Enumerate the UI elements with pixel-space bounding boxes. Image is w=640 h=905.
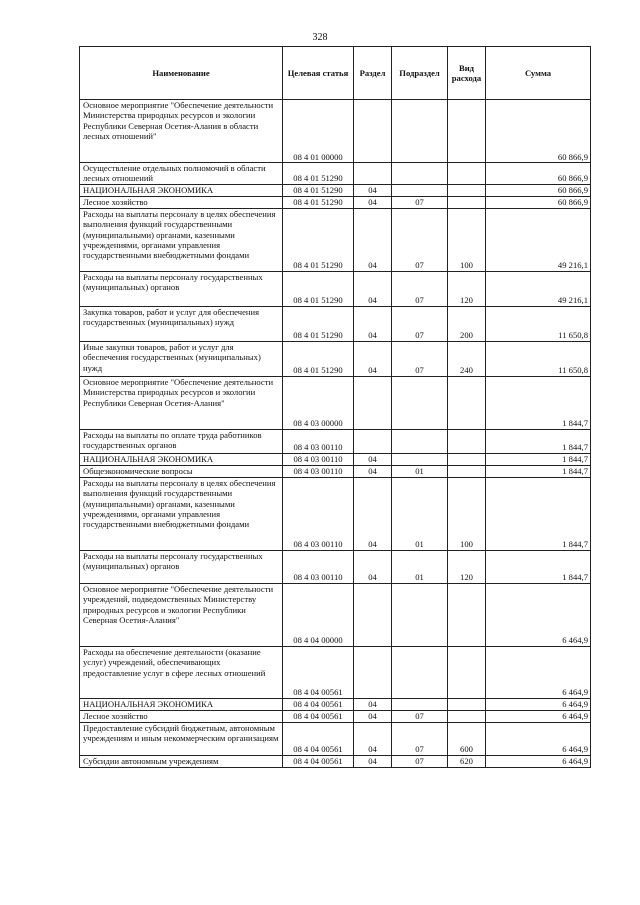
- cell-section: 04: [354, 698, 392, 710]
- table-row: [80, 306, 591, 341]
- cell-target-article: 08 4 01 51290: [283, 341, 354, 376]
- cell-section: 04: [354, 306, 392, 341]
- cell-section: [354, 429, 392, 453]
- header-subsection: Подраздел: [392, 47, 448, 100]
- header-section: Раздел: [354, 47, 392, 100]
- cell-subsection: 07: [392, 710, 448, 722]
- table-row: [80, 477, 591, 550]
- cell-target-article: 08 4 01 51290: [283, 163, 354, 185]
- cell-subsection: [392, 453, 448, 465]
- cell-section: 04: [354, 550, 392, 583]
- cell-target-article: 08 4 01 51290: [283, 306, 354, 341]
- cell-target-article: 08 4 03 00110: [283, 477, 354, 550]
- cell-target-article: 08 4 03 00000: [283, 376, 354, 429]
- cell-name: Расходы на выплаты персоналу в целях обеспечения выполнения функций государственными (муниципальными) органами, казенными учреждениями, органами управления государственными внебюджетными фондами: [80, 208, 283, 271]
- cell-expense-type: 100: [448, 208, 486, 271]
- cell-subsection: 07: [392, 306, 448, 341]
- table-row: [80, 429, 591, 453]
- cell-subsection: 07: [392, 196, 448, 208]
- cell-name: Расходы на выплаты персоналу государственных (муниципальных) органов: [80, 550, 283, 583]
- cell-expense-type: [448, 184, 486, 196]
- cell-name: Основное мероприятие "Обеспечение деятельности учреждений, подведомственных Министерству природных ресурсов и экологии Республики Северная Осетия-Алания": [80, 583, 283, 646]
- cell-amount: 11 650,8: [486, 306, 591, 341]
- cell-name: Закупка товаров, работ и услуг для обеспечения государственных (муниципальных) нужд: [80, 306, 283, 341]
- page-number: 328: [312, 32, 328, 43]
- table-header: [80, 47, 591, 100]
- header-target-article: Целевая статья: [283, 47, 354, 100]
- cell-name: Иные закупки товаров, работ и услуг для обеспечения государственных (муниципальных) нужд: [80, 341, 283, 376]
- table-row: [80, 698, 591, 710]
- cell-target-article: 08 4 01 51290: [283, 184, 354, 196]
- cell-amount: 49 216,1: [486, 271, 591, 306]
- cell-section: [354, 100, 392, 163]
- cell-expense-type: 120: [448, 550, 486, 583]
- cell-section: [354, 583, 392, 646]
- cell-expense-type: 120: [448, 271, 486, 306]
- cell-name: Основное мероприятие "Обеспечение деятельности Министерства природных ресурсов и экологии Республики Северная Осетия-Алания": [80, 376, 283, 429]
- table-row: [80, 550, 591, 583]
- table-row: [80, 341, 591, 376]
- cell-target-article: 08 4 01 51290: [283, 271, 354, 306]
- header-expense-type: Вид расхода: [448, 47, 486, 100]
- table-row: [80, 646, 591, 698]
- cell-section: 04: [354, 465, 392, 477]
- cell-expense-type: [448, 710, 486, 722]
- cell-expense-type: [448, 453, 486, 465]
- cell-subsection: 07: [392, 755, 448, 767]
- table-body: [80, 100, 591, 768]
- cell-section: 04: [354, 196, 392, 208]
- cell-section: 04: [354, 184, 392, 196]
- cell-name: Основное мероприятие "Обеспечение деятельности Министерства природных ресурсов и экологии Республики Северная Осетия-Алания в области лесных отношений": [80, 100, 283, 163]
- cell-target-article: 08 4 04 00000: [283, 583, 354, 646]
- cell-target-article: 08 4 01 51290: [283, 196, 354, 208]
- cell-amount: 49 216,1: [486, 208, 591, 271]
- cell-target-article: 08 4 03 00110: [283, 429, 354, 453]
- cell-target-article: 08 4 01 51290: [283, 208, 354, 271]
- cell-amount: 6 464,9: [486, 646, 591, 698]
- cell-name: Расходы на выплаты по оплате труда работников государственных органов: [80, 429, 283, 453]
- cell-subsection: [392, 100, 448, 163]
- cell-section: 04: [354, 271, 392, 306]
- cell-name: Лесное хозяйство: [80, 710, 283, 722]
- cell-amount: 6 464,9: [486, 698, 591, 710]
- cell-name: Субсидии автономным учреждениям: [80, 755, 283, 767]
- cell-expense-type: [448, 429, 486, 453]
- cell-subsection: [392, 583, 448, 646]
- cell-subsection: [392, 429, 448, 453]
- cell-expense-type: [448, 465, 486, 477]
- table-row: [80, 196, 591, 208]
- cell-expense-type: [448, 698, 486, 710]
- header-row: [80, 47, 591, 100]
- cell-subsection: 07: [392, 271, 448, 306]
- cell-section: 04: [354, 341, 392, 376]
- cell-expense-type: 240: [448, 341, 486, 376]
- cell-subsection: [392, 184, 448, 196]
- cell-name: Расходы на обеспечение деятельности (оказание услуг) учреждений, обеспечивающих предоставление услуг в сфере лесных отношений: [80, 646, 283, 698]
- cell-expense-type: [448, 163, 486, 185]
- cell-name: НАЦИОНАЛЬНАЯ ЭКОНОМИКА: [80, 453, 283, 465]
- cell-name: Расходы на выплаты персоналу государственных (муниципальных) органов: [80, 271, 283, 306]
- cell-amount: 1 844,7: [486, 453, 591, 465]
- cell-expense-type: 200: [448, 306, 486, 341]
- cell-amount: 1 844,7: [486, 429, 591, 453]
- cell-target-article: 08 4 04 00561: [283, 646, 354, 698]
- cell-amount: 6 464,9: [486, 710, 591, 722]
- header-name: Наименование: [80, 47, 283, 100]
- cell-amount: 11 650,8: [486, 341, 591, 376]
- cell-subsection: [392, 698, 448, 710]
- cell-name: Осуществление отдельных полномочий в области лесных отношений: [80, 163, 283, 185]
- cell-amount: 60 866,9: [486, 163, 591, 185]
- cell-amount: 1 844,7: [486, 550, 591, 583]
- cell-subsection: [392, 646, 448, 698]
- cell-name: Общеэкономические вопросы: [80, 465, 283, 477]
- cell-section: [354, 376, 392, 429]
- cell-amount: 1 844,7: [486, 477, 591, 550]
- cell-amount: 1 844,7: [486, 465, 591, 477]
- cell-amount: 60 866,9: [486, 196, 591, 208]
- table-row: [80, 583, 591, 646]
- cell-section: 04: [354, 722, 392, 755]
- table-row: [80, 271, 591, 306]
- cell-subsection: 07: [392, 722, 448, 755]
- cell-section: 04: [354, 710, 392, 722]
- cell-name: Расходы на выплаты персоналу в целях обеспечения выполнения функций государственными (муниципальными) органами, казенными учреждениями, органами управления государственными внебюджетными фондами: [80, 477, 283, 550]
- cell-amount: 6 464,9: [486, 755, 591, 767]
- table-row: [80, 100, 591, 163]
- cell-target-article: 08 4 04 00561: [283, 710, 354, 722]
- cell-subsection: 07: [392, 208, 448, 271]
- table-row: [80, 208, 591, 271]
- table-row: [80, 722, 591, 755]
- cell-section: 04: [354, 755, 392, 767]
- cell-name: Лесное хозяйство: [80, 196, 283, 208]
- table-row: [80, 163, 591, 185]
- cell-expense-type: [448, 196, 486, 208]
- table-row: [80, 184, 591, 196]
- cell-expense-type: [448, 646, 486, 698]
- budget-table: [79, 46, 591, 768]
- table-row: [80, 755, 591, 767]
- cell-target-article: 08 4 03 00110: [283, 453, 354, 465]
- cell-amount: 60 866,9: [486, 100, 591, 163]
- table-row: [80, 465, 591, 477]
- cell-amount: 60 866,9: [486, 184, 591, 196]
- cell-expense-type: [448, 583, 486, 646]
- cell-target-article: 08 4 03 00110: [283, 465, 354, 477]
- table-row: [80, 376, 591, 429]
- cell-expense-type: 600: [448, 722, 486, 755]
- cell-section: 04: [354, 453, 392, 465]
- cell-target-article: 08 4 04 00561: [283, 722, 354, 755]
- cell-name: НАЦИОНАЛЬНАЯ ЭКОНОМИКА: [80, 184, 283, 196]
- cell-subsection: [392, 163, 448, 185]
- cell-name: НАЦИОНАЛЬНАЯ ЭКОНОМИКА: [80, 698, 283, 710]
- cell-expense-type: 100: [448, 477, 486, 550]
- cell-section: [354, 646, 392, 698]
- table-row: [80, 710, 591, 722]
- cell-expense-type: 620: [448, 755, 486, 767]
- cell-subsection: 01: [392, 477, 448, 550]
- cell-expense-type: [448, 100, 486, 163]
- cell-target-article: 08 4 04 00561: [283, 698, 354, 710]
- cell-target-article: 08 4 04 00561: [283, 755, 354, 767]
- header-amount: Сумма: [486, 47, 591, 100]
- table-row: [80, 453, 591, 465]
- cell-amount: 6 464,9: [486, 583, 591, 646]
- cell-subsection: 01: [392, 550, 448, 583]
- cell-target-article: 08 4 01 00000: [283, 100, 354, 163]
- cell-subsection: 07: [392, 341, 448, 376]
- cell-target-article: 08 4 03 00110: [283, 550, 354, 583]
- cell-name: Предоставление субсидий бюджетным, автономным учреждениям и иным некоммерческим организациям: [80, 722, 283, 755]
- cell-section: 04: [354, 208, 392, 271]
- cell-section: [354, 163, 392, 185]
- cell-section: 04: [354, 477, 392, 550]
- cell-expense-type: [448, 376, 486, 429]
- cell-amount: 6 464,9: [486, 722, 591, 755]
- cell-subsection: [392, 376, 448, 429]
- cell-amount: 1 844,7: [486, 376, 591, 429]
- cell-subsection: 01: [392, 465, 448, 477]
